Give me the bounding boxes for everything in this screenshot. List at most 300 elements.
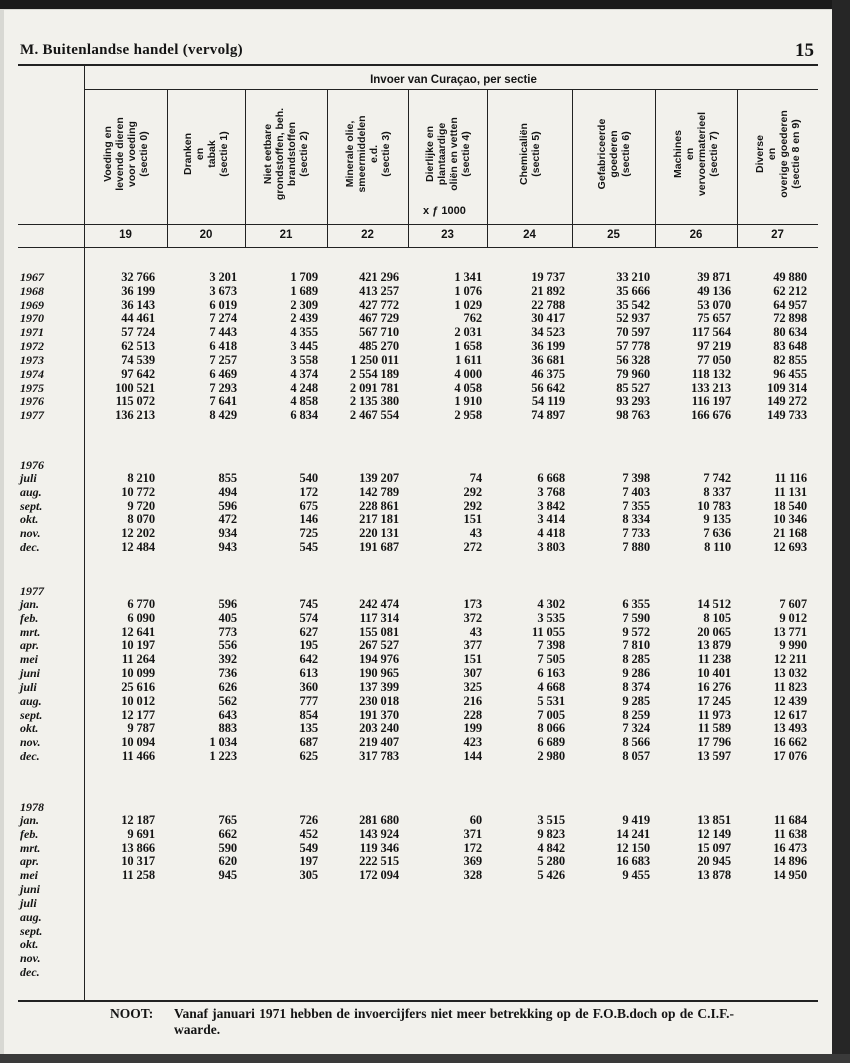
table-cell: 216 xyxy=(463,693,482,708)
table-cell: 12 177 xyxy=(121,707,155,722)
table-cell: 9 990 xyxy=(779,638,807,653)
table-cell: 16 276 xyxy=(697,679,731,694)
table-cell: 7 403 xyxy=(622,484,650,499)
table-cell: 17 076 xyxy=(773,748,807,763)
column-number-rule-bottom xyxy=(18,247,818,248)
column-header-label: Voeding en levende dieren voor voeding (sectie 0) xyxy=(101,117,150,191)
table-cell: 452 xyxy=(299,826,318,841)
table-cell: 545 xyxy=(299,540,318,555)
table-cell: 135 xyxy=(299,721,318,736)
table-cell: 74 xyxy=(469,471,482,485)
scan-right-border xyxy=(832,0,850,1063)
row-label: nov. xyxy=(20,526,41,541)
table-cell: 7 810 xyxy=(622,638,650,653)
table-cell: 3 842 xyxy=(537,498,565,513)
column-number-rule-top xyxy=(18,224,818,225)
table-cell: 52 937 xyxy=(616,311,650,326)
table-cell: 3 558 xyxy=(290,352,318,367)
table-cell: 77 050 xyxy=(697,352,731,367)
table-cell: 11 973 xyxy=(697,707,731,722)
table-cell: 625 xyxy=(299,748,318,763)
table-cell: 109 314 xyxy=(767,380,807,395)
table-cell: 9 135 xyxy=(703,512,731,527)
row-label: 1975 xyxy=(20,380,44,395)
table-cell: 143 924 xyxy=(359,826,399,841)
table-cell: 16 473 xyxy=(773,840,807,855)
table-cell: 7 590 xyxy=(622,610,650,625)
table-row xyxy=(20,854,807,869)
table-cell: 12 150 xyxy=(616,840,650,855)
row-label: 1969 xyxy=(20,297,44,312)
table-cell: 14 950 xyxy=(773,868,807,883)
table-cell: 172 xyxy=(463,840,482,855)
table-cell: 97 219 xyxy=(697,339,731,354)
table-cell: 7 324 xyxy=(622,721,650,736)
table-cell: 1 029 xyxy=(454,297,482,312)
table-cell: 9 720 xyxy=(127,498,155,513)
row-label: mei xyxy=(20,652,38,667)
year-heading: 1977 xyxy=(20,584,44,598)
table-cell: 3 414 xyxy=(537,512,565,527)
table-cell: 62 513 xyxy=(121,339,155,354)
column-number: 25 xyxy=(607,229,620,241)
scan-top-border xyxy=(0,0,850,9)
table-cell: 4 302 xyxy=(537,597,565,611)
table-cell: 18 540 xyxy=(773,498,807,513)
table-cell: 281 680 xyxy=(359,813,399,827)
table-cell: 8 259 xyxy=(622,707,650,722)
column-header xyxy=(408,92,487,216)
table-cell: 7 443 xyxy=(209,325,237,340)
table-cell: 9 285 xyxy=(622,693,650,708)
table-cell: 2 980 xyxy=(537,748,565,763)
table-cell: 613 xyxy=(299,666,318,681)
table-cell: 70 597 xyxy=(616,325,650,340)
table-cell: 149 272 xyxy=(767,394,807,409)
table-cell: 675 xyxy=(299,498,318,513)
row-label: jan. xyxy=(20,597,40,611)
table-cell: 8 566 xyxy=(622,735,650,750)
table-cell: 57 724 xyxy=(121,325,155,340)
column-header xyxy=(167,92,245,216)
table-cell: 142 789 xyxy=(359,484,399,499)
table-cell: 1 223 xyxy=(209,748,237,763)
table-cell: 11 055 xyxy=(531,624,565,639)
table-cell: 36 199 xyxy=(121,283,155,298)
table-cell: 222 515 xyxy=(359,854,399,869)
table-cell: 119 346 xyxy=(359,840,399,855)
table-cell: 199 xyxy=(463,721,482,736)
table-cell: 405 xyxy=(218,610,237,625)
table-cell: 44 461 xyxy=(121,311,155,326)
table-cell: 4 418 xyxy=(537,526,565,541)
table-cell: 194 976 xyxy=(359,652,399,667)
row-label: 1973 xyxy=(20,352,44,367)
row-label: 1974 xyxy=(20,366,44,381)
row-label: aug. xyxy=(20,484,42,499)
table-cell: 6 019 xyxy=(209,297,237,312)
table-cell: 195 xyxy=(299,638,318,653)
row-label: 1967 xyxy=(20,270,44,284)
row-label: 1977 xyxy=(20,408,44,423)
table-cell: 567 710 xyxy=(359,325,399,340)
table-cell: 35 666 xyxy=(616,283,650,298)
table-cell: 36 199 xyxy=(531,339,565,354)
table-cell: 197 xyxy=(299,854,318,869)
table-cell: 3 515 xyxy=(537,813,565,827)
table-cell: 14 896 xyxy=(773,854,807,869)
table-row xyxy=(20,883,44,897)
table-cell: 423 xyxy=(463,735,482,750)
table-cell: 10 012 xyxy=(121,693,155,708)
table-row xyxy=(20,638,807,653)
table-cell: 12 187 xyxy=(121,813,155,827)
table-cell: 562 xyxy=(218,693,237,708)
column-header-label: Chemicaliën (sectie 5) xyxy=(517,123,542,185)
table-cell: 191 370 xyxy=(359,707,399,722)
table-cell: 33 210 xyxy=(616,270,650,284)
table-cell: 13 879 xyxy=(697,638,731,653)
row-label: aug. xyxy=(20,693,42,708)
monthly-1976-block xyxy=(20,458,807,555)
row-label: juni xyxy=(20,666,41,681)
table-row xyxy=(20,484,807,500)
table-cell: 118 132 xyxy=(691,366,731,381)
table-cell: 6 355 xyxy=(622,597,650,611)
table-row xyxy=(20,938,44,952)
table-cell: 136 213 xyxy=(115,408,155,423)
table-cell: 139 207 xyxy=(359,471,399,485)
table-cell: 2 135 380 xyxy=(349,394,399,409)
table-cell: 49 880 xyxy=(773,270,807,284)
table-cell: 272 xyxy=(463,540,482,555)
column-header xyxy=(84,92,167,216)
table-cell: 96 455 xyxy=(773,366,807,381)
table-cell: 220 131 xyxy=(359,526,399,541)
unit-label: x ƒ 1000 xyxy=(423,205,466,217)
column-header-label: Dierlijke en plantaardige oliën en vetten (sectie 4) xyxy=(423,117,472,191)
table-cell: 36 681 xyxy=(531,352,565,367)
table-cell: 9 823 xyxy=(537,826,565,841)
row-label: dec. xyxy=(20,540,40,555)
column-number: 27 xyxy=(771,229,784,241)
column-header-label: Dranken en tabak (sectie 1) xyxy=(182,131,230,177)
table-cell: 8 070 xyxy=(127,512,155,527)
table-cell: 3 803 xyxy=(537,540,565,555)
table-cell: 228 xyxy=(463,707,482,722)
table-row xyxy=(20,897,44,911)
table-cell: 151 xyxy=(463,652,482,667)
table-cell: 7 005 xyxy=(537,707,565,722)
table-cell: 9 012 xyxy=(779,610,807,625)
table-cell: 85 527 xyxy=(616,380,650,395)
table-cell: 14 241 xyxy=(616,826,650,841)
table-cell: 19 737 xyxy=(531,270,565,284)
table-cell: 16 683 xyxy=(616,854,650,869)
table-cell: 4 842 xyxy=(537,840,565,855)
column-header xyxy=(487,92,572,216)
row-label: mrt. xyxy=(20,840,41,855)
table-cell: 7 733 xyxy=(622,526,650,541)
table-cell: 2 554 189 xyxy=(349,366,399,381)
table-cell: 8 374 xyxy=(622,679,650,694)
table-cell: 1 658 xyxy=(454,339,482,354)
column-number: 24 xyxy=(523,229,536,241)
table-cell: 317 783 xyxy=(359,748,399,763)
column-number: 21 xyxy=(279,229,293,241)
table-cell: 5 280 xyxy=(537,854,565,869)
table-cell: 7 641 xyxy=(209,394,237,409)
table-cell: 9 286 xyxy=(622,666,650,681)
table-cell: 1 611 xyxy=(455,352,482,367)
table-cell: 8 110 xyxy=(704,540,731,555)
row-label: 1972 xyxy=(20,339,44,354)
table-cell: 8 334 xyxy=(622,512,650,527)
table-row xyxy=(20,868,807,883)
table-cell: 54 119 xyxy=(531,394,565,409)
table-row xyxy=(20,666,807,681)
table-cell: 22 788 xyxy=(531,297,565,312)
table-cell: 191 687 xyxy=(359,540,399,555)
table-row xyxy=(20,540,807,555)
table-cell: 6 090 xyxy=(127,610,155,625)
table-cell: 64 957 xyxy=(773,297,807,312)
table-cell: 11 258 xyxy=(121,868,155,883)
table-cell: 203 240 xyxy=(359,721,399,736)
table-cell: 883 xyxy=(218,721,237,736)
table-cell: 11 684 xyxy=(773,813,807,827)
table-cell: 13 851 xyxy=(697,813,731,827)
table-cell: 12 484 xyxy=(121,540,155,555)
column-header-label: Niet eetbare grondstoffen, beh. brandstoffen (sectie 2) xyxy=(262,107,310,201)
table-cell: 427 772 xyxy=(359,297,399,312)
table-cell: 413 257 xyxy=(359,283,399,298)
table-cell: 4 248 xyxy=(290,380,318,395)
table-cell: 3 768 xyxy=(537,484,565,499)
table-cell: 12 693 xyxy=(773,540,807,555)
table-cell: 8 057 xyxy=(622,748,650,763)
table-cell: 10 094 xyxy=(121,735,155,750)
table-cell: 13 771 xyxy=(773,624,807,639)
table-cell: 627 xyxy=(299,624,318,639)
table-cell: 56 328 xyxy=(616,352,650,367)
table-cell: 3 201 xyxy=(209,270,237,284)
table-cell: 6 163 xyxy=(537,666,565,681)
row-label: jan. xyxy=(20,813,40,827)
monthly-1977-block xyxy=(20,584,807,764)
table-cell: 32 766 xyxy=(121,270,155,284)
table-cell: 12 641 xyxy=(121,624,155,639)
table-cell: 242 474 xyxy=(359,597,399,611)
table-cell: 6 689 xyxy=(537,735,565,750)
table-row xyxy=(20,826,807,842)
table-cell: 943 xyxy=(218,540,237,555)
table-cell: 1 689 xyxy=(290,283,318,298)
table-cell: 20 065 xyxy=(697,624,731,639)
table-cell: 2 958 xyxy=(454,408,482,423)
table-cell: 115 072 xyxy=(115,394,155,409)
section-title: M. Buitenlandse handel (vervolg) xyxy=(20,42,243,58)
table-cell: 117 564 xyxy=(691,325,731,340)
table-cell: 369 xyxy=(463,854,482,869)
table-cell: 485 270 xyxy=(359,339,399,354)
row-label: sept. xyxy=(20,707,43,722)
table-cell: 377 xyxy=(463,638,482,653)
table-cell: 1 910 xyxy=(454,394,482,409)
column-number: 19 xyxy=(119,229,132,241)
table-cell: 10 346 xyxy=(773,512,807,527)
table-cell: 945 xyxy=(218,868,237,883)
table-cell: 855 xyxy=(218,471,237,485)
table-cell: 11 131 xyxy=(773,484,807,499)
table-cell: 9 419 xyxy=(622,813,650,827)
table-cell: 155 081 xyxy=(359,624,399,639)
table-cell: 46 375 xyxy=(531,366,565,381)
row-label: mei xyxy=(20,868,38,883)
table-cell: 146 xyxy=(299,512,318,527)
table-cell: 144 xyxy=(463,748,482,763)
table-cell: 540 xyxy=(299,471,318,485)
table-cell: 74 539 xyxy=(121,352,155,367)
table-cell: 662 xyxy=(218,826,237,841)
table-cell: 494 xyxy=(218,484,237,499)
table-cell: 556 xyxy=(218,638,237,653)
table-cell: 372 xyxy=(463,610,482,625)
table-cell: 173 xyxy=(463,597,482,611)
row-label: mrt. xyxy=(20,624,41,639)
table-cell: 7 274 xyxy=(209,311,237,326)
row-label: feb. xyxy=(20,610,39,625)
table-cell: 6 469 xyxy=(209,366,237,381)
table-cell: 626 xyxy=(218,679,237,694)
table-cell: 7 880 xyxy=(622,540,650,555)
table-cell: 10 317 xyxy=(121,854,155,869)
row-label: 1970 xyxy=(20,311,44,326)
table-cell: 305 xyxy=(299,868,318,883)
column-header-label: Machines en vervoermaterieel (sectie 7) xyxy=(672,111,720,197)
row-label: sept. xyxy=(20,923,43,938)
table-cell: 11 589 xyxy=(697,721,731,736)
table-cell: 7 636 xyxy=(703,526,731,541)
table-cell: 596 xyxy=(218,597,237,611)
table-cell: 116 197 xyxy=(691,394,731,409)
table-cell: 307 xyxy=(463,666,482,681)
table-cell: 43 xyxy=(469,526,482,541)
table-cell: 16 662 xyxy=(773,735,807,750)
row-label: sept. xyxy=(20,498,43,513)
table-cell: 7 293 xyxy=(209,380,237,395)
table-cell: 7 398 xyxy=(537,638,565,653)
table-cell: 620 xyxy=(218,854,237,869)
table-cell: 596 xyxy=(218,498,237,513)
table-cell: 34 523 xyxy=(531,325,565,340)
table-cell: 12 202 xyxy=(121,526,155,541)
table-cell: 7 398 xyxy=(622,471,650,485)
table-row xyxy=(20,840,807,856)
table-cell: 14 512 xyxy=(697,597,731,611)
table-cell: 7 505 xyxy=(537,652,565,667)
table-cell: 467 729 xyxy=(359,311,399,326)
table-cell: 74 897 xyxy=(531,408,565,423)
table-bottom-rule xyxy=(18,1000,818,1002)
table-cell: 4 668 xyxy=(537,679,565,694)
table-cell: 726 xyxy=(299,813,318,827)
table-cell: 172 094 xyxy=(359,868,399,883)
table-cell: 43 xyxy=(469,624,482,639)
year-heading: 1978 xyxy=(20,800,44,814)
table-row xyxy=(20,526,807,541)
table-cell: 7 607 xyxy=(779,597,807,611)
table-cell: 53 070 xyxy=(697,297,731,312)
table-cell: 12 617 xyxy=(773,707,807,722)
table-cell: 21 168 xyxy=(773,526,807,541)
row-label: 1976 xyxy=(20,394,44,409)
table-cell: 574 xyxy=(299,610,318,625)
row-label: dec. xyxy=(20,748,40,763)
table-cell: 7 742 xyxy=(703,471,731,485)
table-cell: 83 648 xyxy=(773,339,807,354)
table-cell: 3 535 xyxy=(537,610,565,625)
table-cell: 20 945 xyxy=(697,854,731,869)
table-cell: 4 000 xyxy=(454,366,482,381)
table-cell: 21 892 xyxy=(531,283,565,298)
table-cell: 10 783 xyxy=(697,498,731,513)
supertitle-rule xyxy=(84,89,818,90)
table-cell: 9 572 xyxy=(622,624,650,639)
row-label: okt. xyxy=(20,512,39,527)
table-cell: 8 105 xyxy=(703,610,731,625)
table-cell: 172 xyxy=(299,484,318,499)
table-cell: 30 417 xyxy=(531,311,565,326)
table-cell: 228 861 xyxy=(359,498,399,513)
table-cell: 11 823 xyxy=(773,679,807,694)
row-label: apr. xyxy=(20,854,40,869)
column-header xyxy=(655,92,737,216)
column-header xyxy=(327,92,408,216)
table-cell: 736 xyxy=(218,666,237,681)
column-number: 26 xyxy=(689,229,703,241)
row-label: apr. xyxy=(20,638,40,653)
table-row xyxy=(20,952,44,966)
table-cell: 149 733 xyxy=(767,408,807,423)
footnote-label: NOOT: xyxy=(110,1006,154,1021)
table-row xyxy=(20,813,807,828)
table-cell: 56 642 xyxy=(531,380,565,395)
table-cell: 8 066 xyxy=(537,721,565,736)
table-row xyxy=(20,624,807,640)
table-cell: 7 257 xyxy=(209,352,237,367)
table-cell: 11 638 xyxy=(773,826,807,841)
table-row xyxy=(20,721,807,736)
footnote-text: Vanaf januari 1971 hebben de invoercijfers niet meer betrekking op de F.O.B.doch op de C.I.F.-waarde. xyxy=(174,1006,734,1037)
table-cell: 13 597 xyxy=(697,748,731,763)
table-cell: 98 763 xyxy=(616,408,650,423)
table-cell: 217 181 xyxy=(359,512,399,527)
table-cell: 1 034 xyxy=(209,735,237,750)
table-cell: 4 355 xyxy=(290,325,318,340)
row-label: 1971 xyxy=(20,325,44,340)
table-cell: 15 097 xyxy=(697,840,731,855)
table-cell: 8 285 xyxy=(622,652,650,667)
column-number: 22 xyxy=(361,229,374,241)
table-cell: 57 778 xyxy=(616,339,650,354)
table-cell: 5 426 xyxy=(537,868,565,883)
column-header xyxy=(572,92,655,216)
table-cell: 25 616 xyxy=(121,679,155,694)
table-cell: 97 642 xyxy=(121,366,155,381)
table-cell: 100 521 xyxy=(115,380,155,395)
column-number: 23 xyxy=(441,229,454,241)
